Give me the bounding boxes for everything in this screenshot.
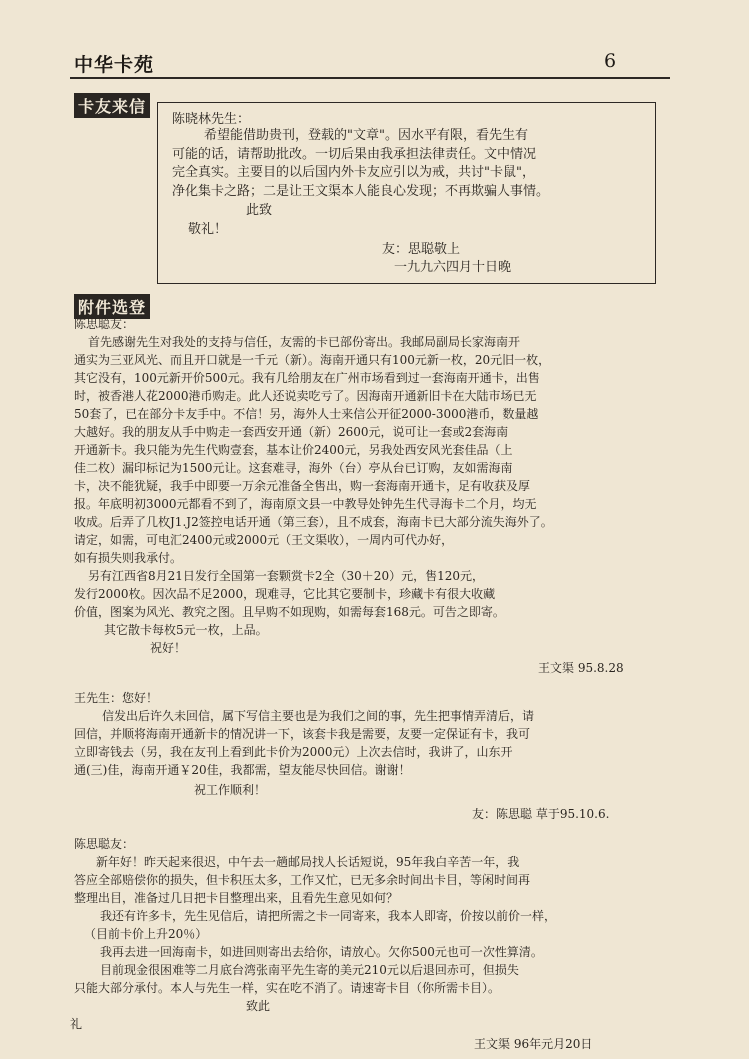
letter-line: 完全真实。主要目的以后国内外卡友应引以为戒，共讨"卡鼠"，: [172, 165, 535, 180]
letter-line: 净化集卡之路；二是让王文渠本人能良心发现；不再欺骗人事情。: [172, 184, 550, 199]
letter3-line: （目前卡价上升20％）: [84, 927, 208, 941]
magazine-title: 中华卡苑: [74, 54, 155, 76]
letter-signature: 友：思聪敬上: [382, 242, 461, 257]
letter1-line: 其它散卡每枚5元一枚，上品。: [104, 623, 268, 637]
letter-line: 希望能借助贵刊，登载的"文章"。因水平有限，看先生有: [204, 128, 528, 143]
letter1-line: 报。年底明初3000元都看不到了，海南原文县一中教导处钟先生代寻海卡二个月，均无: [74, 497, 537, 511]
letter2-salutation: 王先生：您好！: [74, 691, 159, 705]
letter3-line: 新年好！昨天起来很迟，中午去一趟邮局找人长话短说，95年我白辛苦一年，我: [96, 855, 520, 869]
letter3-closing: 礼: [70, 1017, 83, 1031]
letter-closing: 此致: [246, 203, 273, 218]
letter1-line: 佳二枚）漏印标记为1500元让。这套难寻，海外（台）亭从台已订购，友如需海南: [74, 461, 513, 475]
letter3-line: 只能大部分承付。本人与先生一样，实在吃不消了。请速寄卡目（你所需卡目）。: [74, 981, 501, 995]
section-heading-attachments: 附件选登: [74, 294, 150, 319]
letter3-line: 我再去进一回海南卡，如进回则寄出去给你，请放心。欠你500元也可一次性算清。: [100, 945, 543, 959]
letter1-signature: 王文渠 95.8.28: [538, 661, 624, 675]
letter1-line: 通实为三亚风光、而且开口就是一千元（新）。海南开通只有100元新一枚，20元旧一枚，: [74, 353, 551, 367]
letter1-line: 另有江西省8月21日发行全国第一套颗赏卡2全（30＋20）元，售120元，: [88, 569, 484, 583]
letter3-closing: 致此: [246, 999, 271, 1013]
letter1-line: 收成。后弄了几枚J1.J2签控电话开通（第三套），且不成套，海南卡已大部分流失海外了。: [74, 515, 553, 529]
letter1-line: 价值，图案为风光、教究之图。且早购不如现购，如需每套168元。可告之即寄。: [74, 605, 505, 619]
letter2-line: 信发出后许久未回信，属下写信主要也是为我们之间的事，先生把事情弄清后，请: [102, 709, 535, 723]
header-rule: [70, 77, 670, 79]
letter1-line: 50套了，已在部分卡友手中。不信！另，海外人士来信公开征2000-3000港币，数量越: [74, 407, 539, 421]
letter2-signature: 友：陈思聪 草于95.10.6.: [472, 807, 610, 821]
letter1-closing: 祝好！: [150, 641, 187, 655]
letter1-line: 请定，如需，可电汇2400元或2000元（王文渠收），一周内可代办好，: [74, 533, 454, 547]
page-number: 6: [604, 50, 617, 72]
letter-line: 可能的话，请帮助批改。一切后果由我承担法律责任。文中情况: [172, 147, 537, 162]
letter2-closing: 祝工作顺利！: [194, 783, 267, 797]
letter3-line: 答应全部赔偿你的损失，但卡积压太多，工作又忙，已无多余时间出卡目，等闲时间再: [74, 873, 531, 887]
letter1-line: 其它没有，100元新开价500元。我有几给朋友在广州市场看到过一套海南开通卡，出售: [74, 371, 540, 385]
letter3-salutation: 陈思聪友：: [74, 837, 135, 851]
letter1-line: 首先感谢先生对我处的支持与信任，友需的卡已部份寄出。我邮局副局长家海南开: [88, 335, 521, 349]
letter-salutation: 陈晓林先生：: [172, 112, 251, 127]
letter1-line: 开通新卡。我只能为先生代购壹套，基本让价2400元，另我处西安风光套佳品（上: [74, 443, 513, 457]
letter1-line: 发行2000枚。因次品不足2000，现难寻，它比其它要制卡，珍藏卡有很大收藏: [74, 587, 496, 601]
letter3-signature: 王文渠 96年元月20日: [474, 1037, 593, 1051]
section-heading-reader-letters: 卡友来信: [74, 93, 150, 118]
letter3-line: 目前现金很困难等二月底台湾张南平先生寄的美元210元以后退回赤可，但损失: [100, 963, 519, 977]
letter3-line: 我还有许多卡，先生见信后，请把所需之卡一同寄来，我本人即寄，价按以前价一样，: [100, 909, 557, 923]
letter1-line: 如有损失则我承付。: [74, 551, 183, 565]
letter-closing: 敬礼！: [188, 222, 228, 237]
letter3-line: 整理出目，准备过几日把卡目整理出来，且看先生意见如何？: [74, 891, 399, 905]
letter2-line: 立即寄钱去（另，我在友刊上看到此卡价为2000元）上次去信时，我讲了，山东开: [74, 745, 513, 759]
letter1-line: 卡，决不能犹疑，我手中即要一万余元准备全售出，购一套海南开通卡，足有收获及厚: [74, 479, 531, 493]
letter-date: 一九九六四月十日晚: [394, 260, 512, 275]
letter2-line: 回信，并顺将海南开通新卡的情况讲一下，该套卡我是需要，友要一定保证有卡，我可: [74, 727, 531, 741]
letter1-line: 大越好。我的朋友从手中购走一套西安开通（新）2600元，说可让一套或2套海南: [74, 425, 509, 439]
letter1-salutation: 陈思聪友：: [74, 317, 135, 331]
letter1-line: 时，被香港人花2000港币购走。此人还说卖吃亏了。因海南开通新旧卡在大陆市场已无: [74, 389, 537, 403]
letter2-line: 通(三)佳，海南开通￥20佳，我都需，望友能尽快回信。谢谢！: [74, 763, 411, 777]
